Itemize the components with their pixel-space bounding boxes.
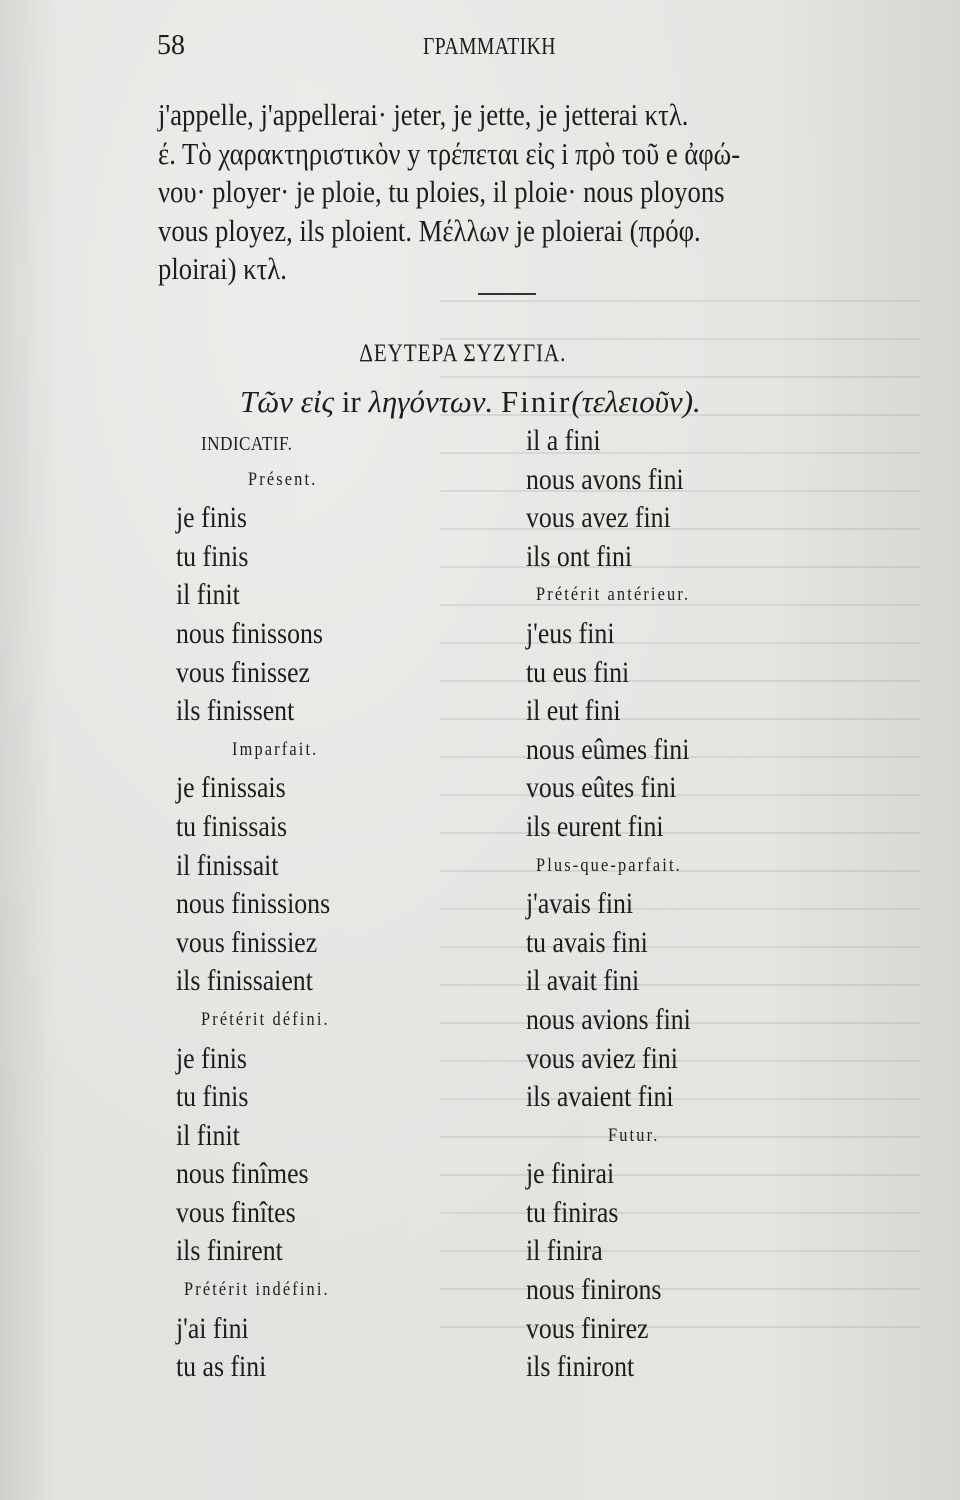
conjugation-form: vous finissiez bbox=[176, 925, 318, 959]
tense-label-imparfait: Imparfait. bbox=[232, 738, 319, 760]
conjugation-form: il eut fini bbox=[526, 694, 621, 728]
prose-line: έ. Τὸ χαρακτηριστικὸν y τρέπεται εἰς i πρὸ τοῦ e ἀφώ- bbox=[158, 135, 741, 171]
conjugation-form: il finira bbox=[526, 1234, 603, 1268]
conjugation-form: nous finissons bbox=[176, 616, 323, 650]
conjugation-form: ils ont fini bbox=[526, 539, 633, 573]
conjugation-form: ils avaient fini bbox=[526, 1080, 674, 1114]
prose-paragraph bbox=[158, 96, 858, 289]
conjugation-form: tu finissais bbox=[176, 809, 288, 843]
tense-label-present: Présent. bbox=[248, 468, 318, 490]
running-title: ΓΡΑΜΜΑΤΙΚΗ bbox=[423, 34, 556, 60]
tense-label-preterit-defini: Prétérit défini. bbox=[201, 1008, 330, 1030]
prose-line: νου· ployer· je ploie, tu ploies, il ploie· nous ployons bbox=[158, 174, 725, 209]
conjugation-form: je finissais bbox=[176, 771, 286, 805]
conjugation-form: il finit bbox=[176, 1118, 240, 1152]
conjugation-form: nous avons fini bbox=[526, 462, 684, 496]
conjugation-form: tu finis bbox=[176, 539, 249, 573]
conjugation-form: je finis bbox=[176, 501, 247, 535]
conjugation-form: il avait fini bbox=[526, 964, 640, 998]
conjugation-form: tu eus fini bbox=[526, 655, 630, 689]
conjugation-form: nous eûmes fini bbox=[526, 732, 690, 766]
conjugation-form: ils finissaient bbox=[176, 964, 313, 998]
conjugation-form: nous avions fini bbox=[526, 1002, 691, 1036]
section-divider bbox=[478, 293, 536, 295]
prose-line: vous ployez, ils ploient. Μέλλων je ploierai (πρόφ. bbox=[158, 212, 701, 248]
conjugation-form: vous aviez fini bbox=[526, 1041, 678, 1075]
conjugation-form: vous finîtes bbox=[176, 1195, 296, 1229]
conjugation-form: ils finissent bbox=[176, 694, 295, 728]
conjugation-form: tu avais fini bbox=[526, 925, 648, 959]
conjugation-form: ils finiront bbox=[526, 1350, 635, 1384]
verb-title-greek-prefix: Τῶν εἰς bbox=[240, 384, 335, 419]
conjugation-form: nous finissions bbox=[176, 887, 331, 921]
verb-title-infinitive: Finir bbox=[501, 384, 572, 419]
conjugation-form: il finissait bbox=[176, 848, 279, 882]
conjugation-form: nous finîmes bbox=[176, 1157, 309, 1191]
verb-title-ending: ir bbox=[341, 384, 361, 419]
conjugation-column-right bbox=[526, 422, 826, 1387]
conjugation-form: il a fini bbox=[526, 424, 601, 457]
conjugation-form: vous finirez bbox=[526, 1311, 649, 1345]
conjugation-column-left bbox=[176, 422, 476, 1387]
conjugation-form: vous finissez bbox=[176, 655, 311, 689]
conjugation-form: j'avais fini bbox=[526, 887, 634, 921]
verb-title-greek-suffix: ληγόντων. bbox=[368, 384, 494, 419]
conjugation-form: nous finirons bbox=[526, 1273, 662, 1307]
tense-label-preterit-indefini: Prétérit indéfini. bbox=[184, 1279, 330, 1301]
conjugation-form: tu as fini bbox=[176, 1350, 267, 1384]
tense-label-plus-que-parfait: Plus-que-parfait. bbox=[536, 854, 682, 876]
verb-title-translation: (τελειοῦν). bbox=[571, 384, 701, 419]
conjugation-form: vous eûtes fini bbox=[526, 771, 677, 805]
conjugation-form: tu finiras bbox=[526, 1195, 619, 1229]
conjugation-form: je finis bbox=[176, 1041, 247, 1075]
page-header bbox=[155, 30, 845, 70]
verb-title bbox=[240, 384, 701, 420]
prose-line: j'appelle, j'appellerai· jeter, je jette, je jetterai κτλ. bbox=[158, 97, 689, 132]
conjugation-form: j'eus fini bbox=[526, 616, 615, 650]
conjugation-form: tu finis bbox=[176, 1080, 249, 1114]
mood-label: INDICATIF. bbox=[201, 433, 293, 455]
section-heading: ΔΕΥΤΕΡΑ ΣΥΖΥΓΙΑ. bbox=[359, 340, 567, 367]
page-number: 58 bbox=[157, 30, 185, 61]
conjugation-form: j'ai fini bbox=[176, 1311, 249, 1345]
conjugation-form: ils finirent bbox=[176, 1234, 283, 1268]
tense-label-preterit-anterieur: Prétérit antérieur. bbox=[536, 584, 691, 606]
conjugation-form: ils eurent fini bbox=[526, 809, 664, 843]
tense-label-futur: Futur. bbox=[608, 1124, 660, 1146]
conjugation-form: je finirai bbox=[526, 1157, 615, 1191]
conjugation-form: il finit bbox=[176, 578, 240, 612]
conjugation-form: vous avez fini bbox=[526, 501, 671, 535]
prose-line: ploirai) κτλ. bbox=[158, 251, 287, 286]
